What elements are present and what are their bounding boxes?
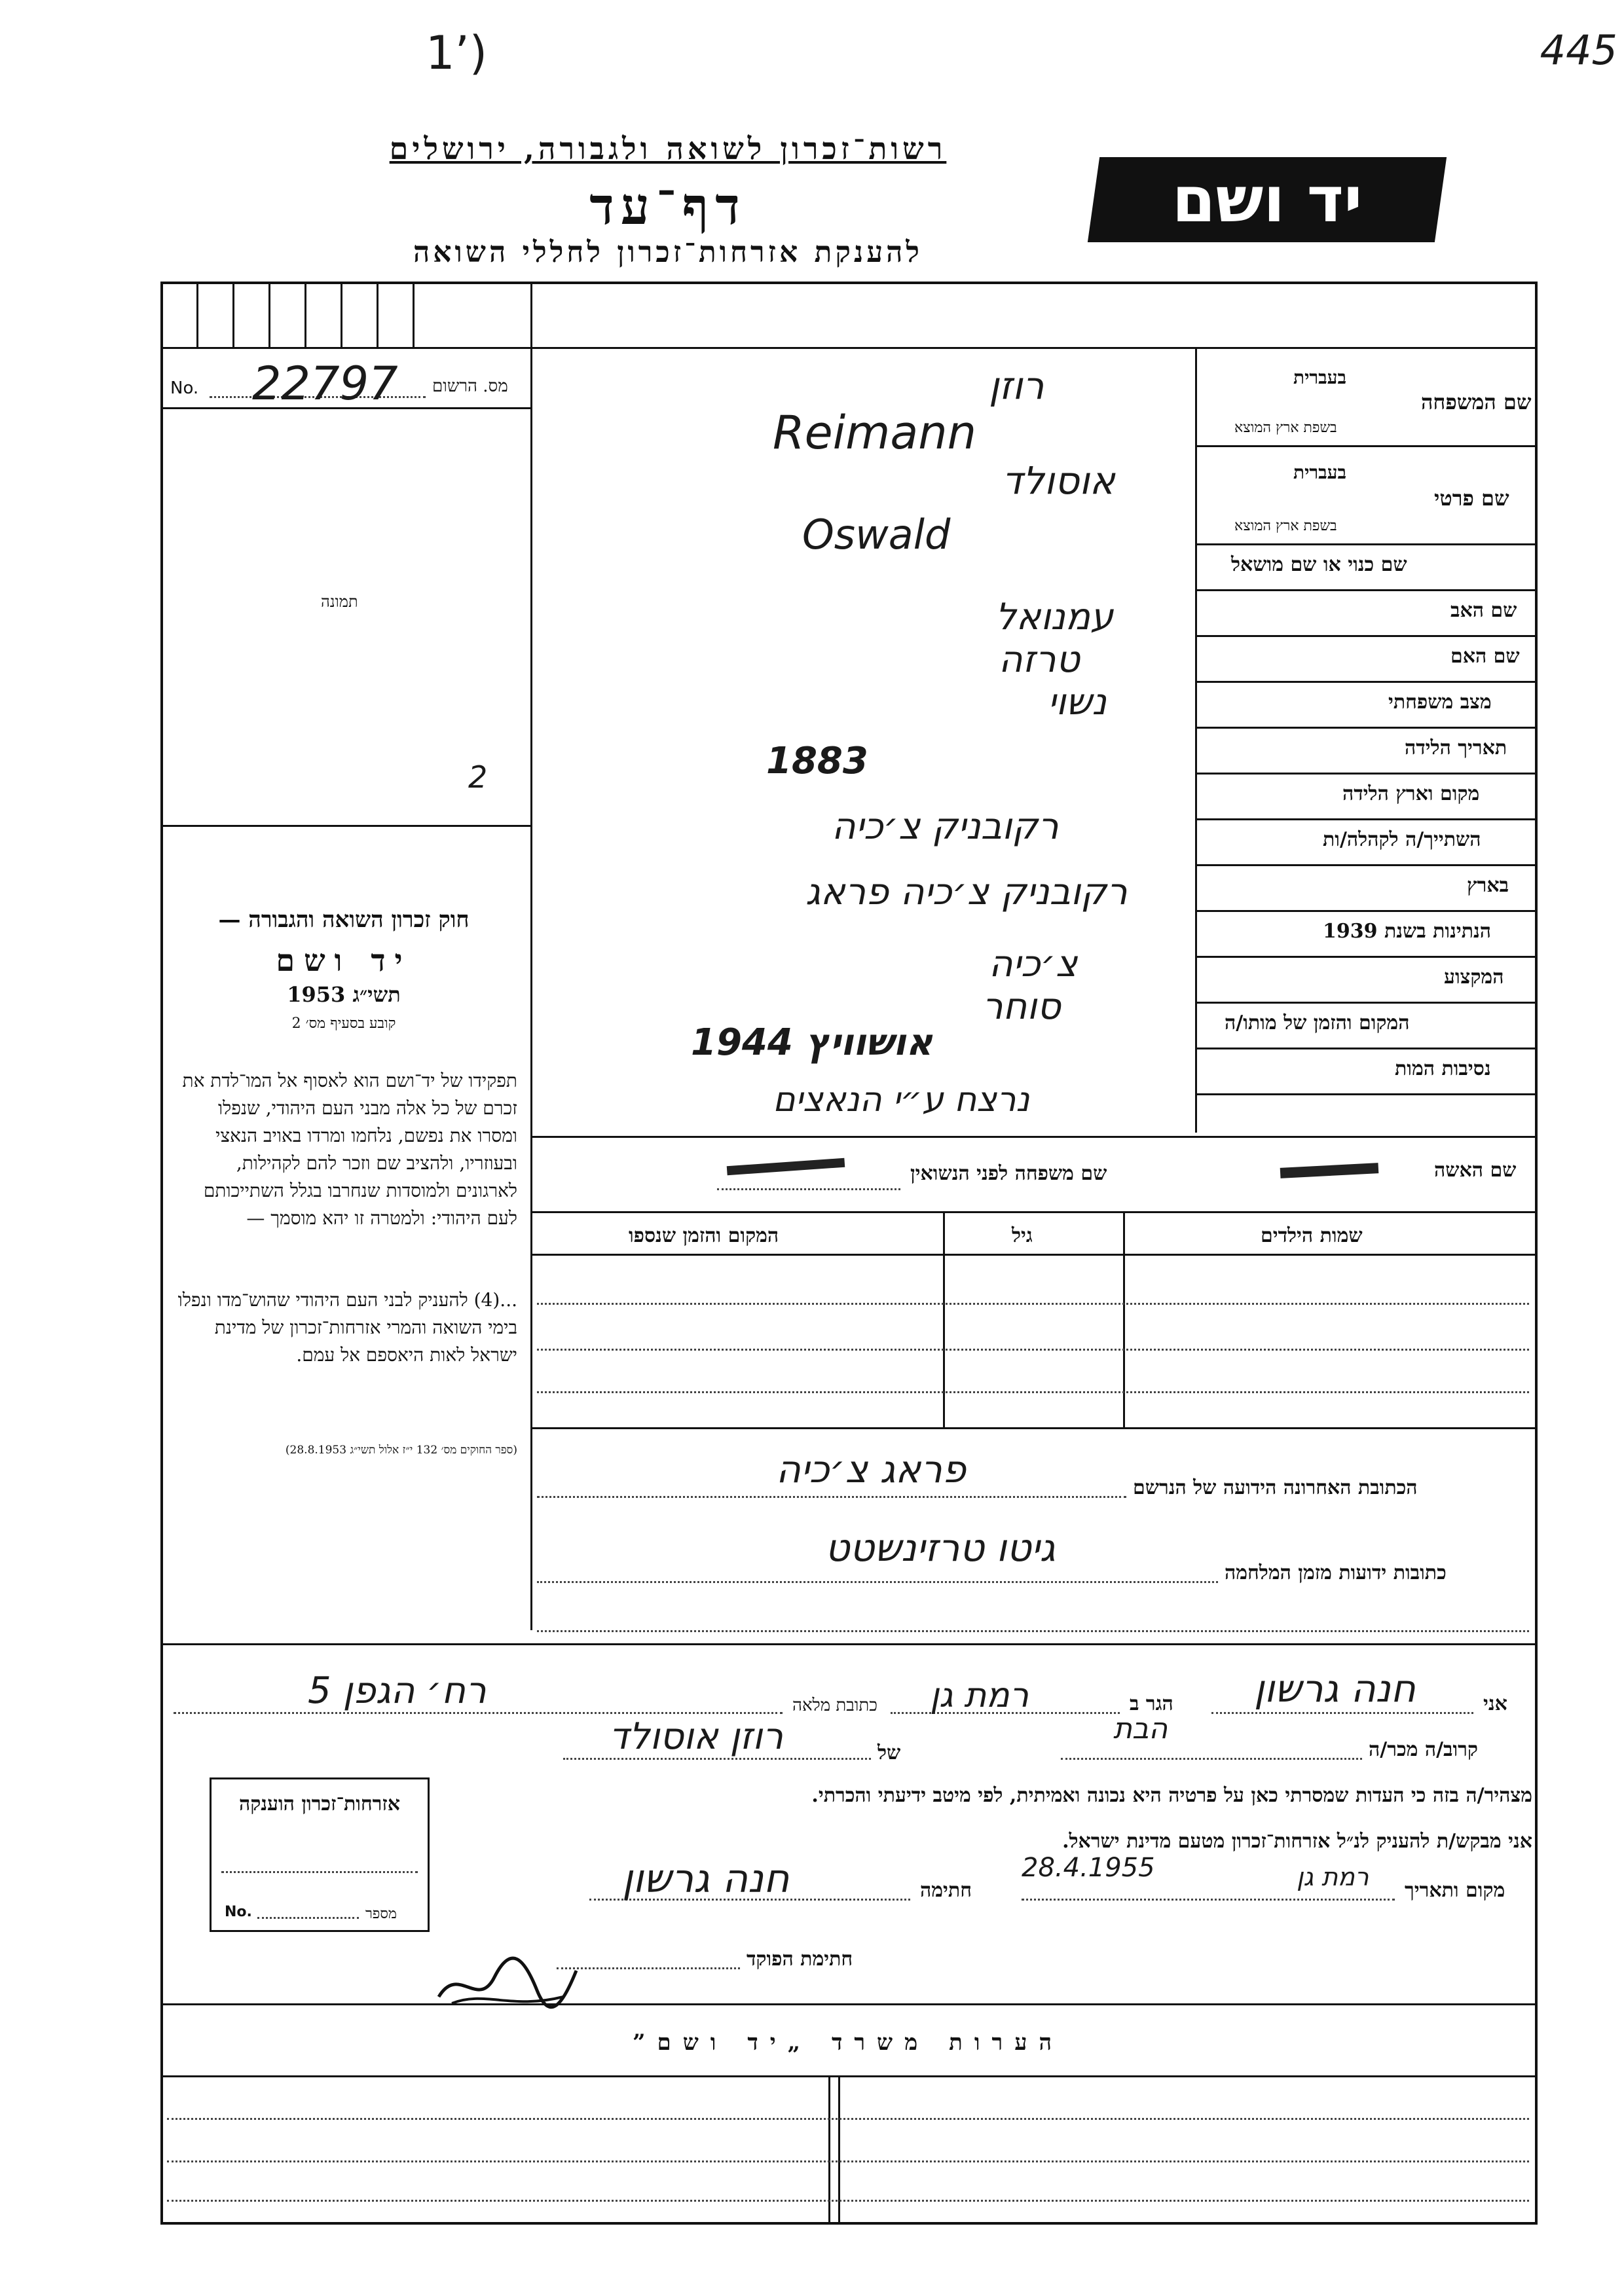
- law-heading: חוק זכרון השואה והגבורה —: [218, 907, 470, 933]
- first-name-hebrew-value: אוסולד: [1002, 458, 1115, 503]
- logo-text: יד ושם: [1172, 163, 1363, 236]
- citizenship-1939-label: הנתינות בשנת 1939: [1323, 920, 1492, 943]
- declaration-text: מצהיר/ה בזה כי העדות שמסרתי כאן על פרטיה היא נכונה ואמיתית, לפי מיטב ידיעתי והכרתי.: [811, 1784, 1532, 1807]
- family-name-hebrew-value: רוזן: [989, 363, 1044, 408]
- citizenship-granted-title: אזרחות־זכרון הוענקה: [238, 1793, 401, 1815]
- wife-label: שם האשה: [1434, 1159, 1517, 1182]
- citizenship-number-label: מספר: [365, 1906, 397, 1922]
- officer-scribble-signature: [432, 1951, 583, 2019]
- birth-date-value: 1883: [766, 740, 868, 782]
- declarant-address-value: רח׳ הגפן 5: [308, 1669, 487, 1712]
- country-label: בארץ: [1467, 874, 1509, 897]
- wartime-address-label: כתובות ידועות מזמן המלחמה: [1225, 1561, 1447, 1584]
- place-value: רמת גן: [1297, 1863, 1369, 1891]
- children-age-header: גיל: [1012, 1224, 1033, 1247]
- declarant-name-value: חנה גרשון: [1254, 1666, 1416, 1711]
- family-name-label: שם המשפחה: [1421, 390, 1532, 414]
- date-value: 28.4.1955: [1022, 1853, 1155, 1883]
- citizenship-1939-value: צ׳כיה: [989, 943, 1078, 985]
- community-value: רקובניק צ׳כיה: [832, 805, 1059, 848]
- mother-label: שם האם: [1450, 645, 1520, 668]
- form-title: דף־עד: [589, 177, 747, 236]
- birth-place-label: מקום וארץ הלידה: [1342, 782, 1480, 805]
- law-text-2: ...(4) להעניק לבני העם היהודי שהוש־מדו ונפלו בימי השואה והמרי אזרחות־זכרון של מדינת ישראל לאות היאספם אל עמם.: [177, 1289, 517, 1366]
- first-name-label: שם פרטי: [1434, 486, 1509, 511]
- first-name-origin-label: בשפת ארץ המוצא: [1234, 518, 1337, 534]
- officer-signature-label: חתימת הפוקד: [747, 1948, 853, 1971]
- first-name-hebrew-label: בעברית: [1293, 462, 1347, 483]
- law-clause: קובע בסעיף מס׳ 2: [291, 1015, 396, 1032]
- authority-line: רשות־זכרון לשואה ולגבורה, ירושלים: [389, 131, 947, 166]
- profession-value: סוחר: [982, 985, 1061, 1028]
- registration-number: 22797: [252, 357, 398, 410]
- scribble-icon: [432, 1951, 583, 2016]
- signature-label: חתימה: [920, 1879, 972, 1902]
- form-subtitle: להענקת אזרחות־זכרון לחללי השואה: [413, 236, 923, 269]
- profession-label: המקצוע: [1444, 966, 1504, 989]
- law-name: יד ושם: [276, 943, 412, 978]
- declarant-i-label: אני: [1483, 1692, 1507, 1715]
- law-citation: (ספר החוקים מס׳ 132 י״ז אלול תשי״ג 28.8.1953): [285, 1444, 517, 1457]
- registration-no-label: No.: [170, 378, 199, 398]
- maiden-name-label: שם משפחה לפני הנשואין: [910, 1162, 1107, 1185]
- law-text-1: תפקידו של יד־ושם הוא לאסוף אל המו־לדת את זכרם של כל אלה מבני העם היהודי, שנפלו ומסרו את נפשם, נלחמו ומרדו באויב הנאצי ובעוזריו, ולהציב שם וזכר להם לקהילות, לארגונים ולמוסדות שנחרבו בגלל השתייכותם לעם היהודי: ולמטרה זו יהא מוסמך —: [182, 1070, 517, 1229]
- mother-value: טרזה: [999, 638, 1080, 681]
- relation-value: הבת: [1113, 1712, 1168, 1745]
- citizenship-no-label: No.: [225, 1904, 252, 1920]
- father-value: עמנואל: [995, 596, 1114, 638]
- country-value: רקובניק צ׳כיה פראג: [805, 871, 1128, 913]
- death-place-time-label: המקום והזמן של מותו/ה: [1225, 1011, 1410, 1034]
- photo-mark: 2: [468, 759, 488, 795]
- wartime-address-value: גיטו טרזינשטט: [825, 1525, 1056, 1570]
- death-place-time-value: 1944 אושוויץ: [691, 1021, 933, 1064]
- nickname-label: שם כנוי או שם מושאל: [1231, 553, 1407, 576]
- declarant-city-value: רמת גן: [930, 1676, 1029, 1715]
- first-name-origin-value: Oswald: [802, 511, 951, 558]
- children-names-header: שמות הילדים: [1261, 1224, 1363, 1247]
- request-text: אני מבקש/ת להעניק לנ״ל אזרחות־זכרון מטעם מדינת ישראל.: [1062, 1830, 1532, 1853]
- family-name-hebrew-label: בעברית: [1293, 367, 1347, 388]
- death-cause-value: נרצח ע״י הנאצים: [773, 1080, 1030, 1120]
- full-address-label: כתובת מלאה: [792, 1696, 877, 1715]
- resides-label: הגר ב: [1130, 1692, 1173, 1715]
- last-address-value: פראג צ׳כיה: [776, 1447, 967, 1491]
- registration-label: מס. הרשום: [432, 376, 508, 396]
- of-label: של: [877, 1741, 901, 1764]
- children-place-header: המקום והזמן שנספו: [629, 1224, 779, 1247]
- page-number: 445: [1540, 26, 1617, 74]
- remarks-heading: הערות משרד „יד ושם”: [632, 2030, 1064, 2056]
- law-year: תשי״ג 1953: [287, 982, 401, 1007]
- relation-label: קרוב/ה מכר/ה: [1369, 1738, 1478, 1761]
- father-label: שם האב: [1450, 599, 1517, 622]
- birth-date-label: תאריך הלידה: [1405, 737, 1507, 759]
- top-mark: 1ʼ): [426, 26, 488, 80]
- marital-status-label: מצב משפחתי: [1388, 691, 1492, 714]
- family-name-origin-value: Reimann: [773, 406, 976, 460]
- photo-label: תמונה: [321, 592, 358, 611]
- yad-vashem-logo: [1088, 157, 1447, 242]
- citizenship-granted-box: [210, 1777, 430, 1932]
- community-label: השתייך/ה לקהלה/ות: [1323, 828, 1481, 851]
- family-name-origin-label: בשפת ארץ המוצא: [1234, 420, 1337, 436]
- signature-value: חנה גרשון: [622, 1856, 790, 1902]
- last-address-label: הכתובת האחרונה הידועה של הנרשם: [1133, 1476, 1418, 1499]
- death-cause-label: נסיבות המות: [1395, 1057, 1491, 1080]
- place-date-label: מקום ותאריך: [1405, 1879, 1505, 1902]
- of-value: רוזן אוסולד: [609, 1715, 783, 1758]
- marital-status-value: נשוי: [1048, 681, 1107, 723]
